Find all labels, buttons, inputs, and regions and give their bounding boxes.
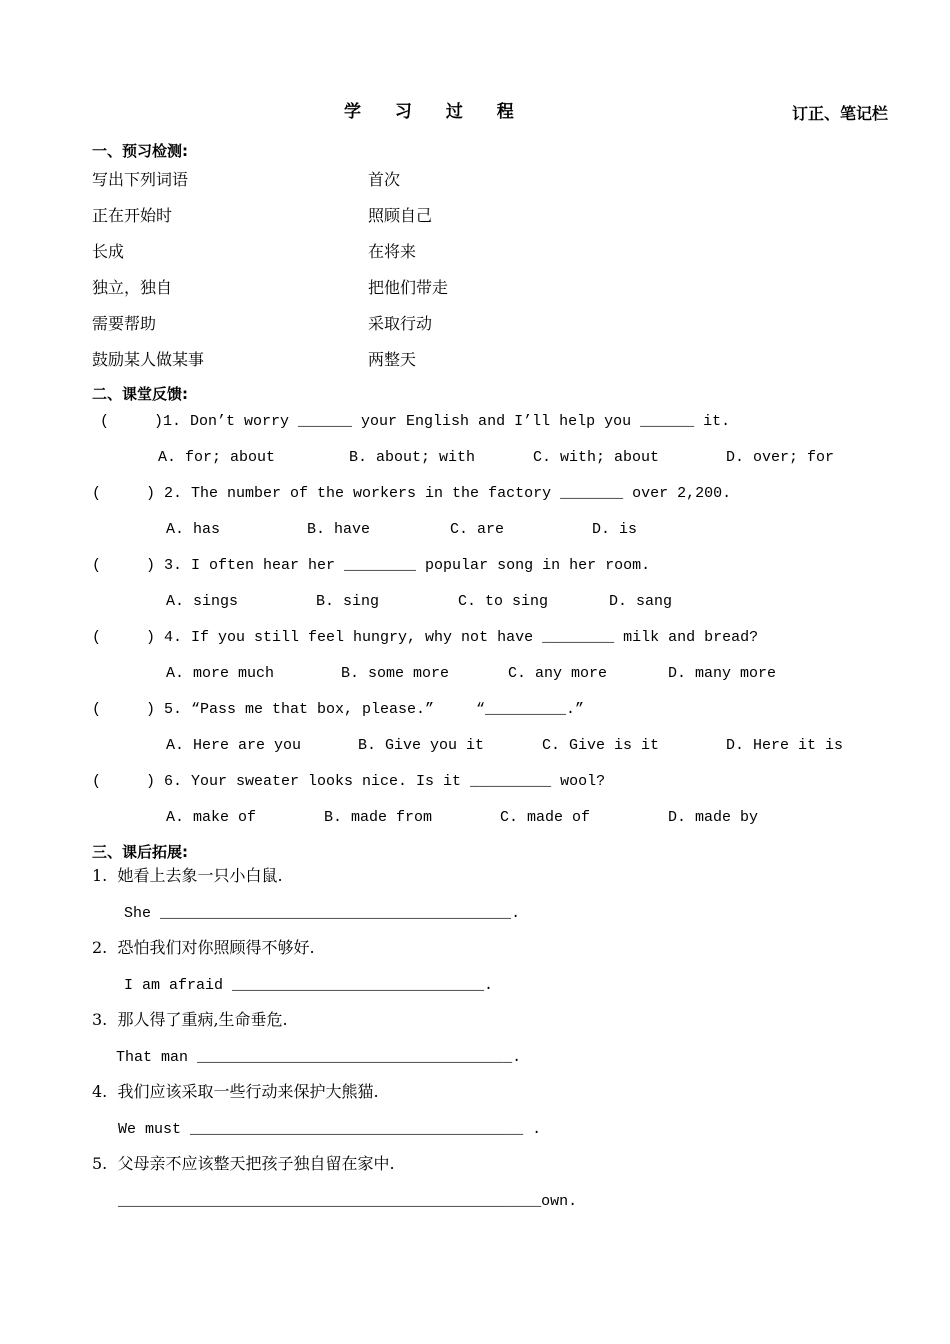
vocab-item: 采取行动: [368, 314, 433, 333]
vocab-item: 照顾自己: [368, 206, 433, 225]
vocab-item: 独立，独自: [92, 278, 173, 297]
option-d: D. over; for: [726, 449, 835, 466]
question-stem: ( ) 4. If you still feel hungry, why not have ________ milk and bread?: [92, 629, 759, 646]
option-d: D. many more: [668, 665, 777, 682]
option-c: C. with; about: [533, 449, 660, 466]
option-a: A. make of: [166, 809, 257, 826]
option-c: C. Give is it: [542, 737, 660, 754]
vocab-item: 把他们带走: [368, 278, 449, 297]
translation-prompt: 5. 父母亲不应该整天把孩子独自留在家中.: [92, 1154, 395, 1173]
vocab-item: 正在开始时: [92, 206, 173, 225]
section1-heading: 一、预习检测:: [92, 142, 188, 160]
vocab-item: 首次: [368, 170, 401, 189]
option-a: A. sings: [166, 593, 239, 610]
answer-blank: “_________.”: [476, 701, 585, 718]
question-stem: ( ) 3. I often hear her ________ popular song in her room.: [92, 557, 651, 574]
option-a: A. Here are you: [166, 737, 302, 754]
option-d: D. made by: [668, 809, 759, 826]
translation-answer-line: We must _____________________________________ .: [118, 1121, 542, 1138]
translation-answer-line: _______________________________________________own.: [118, 1193, 578, 1210]
option-c: C. are: [450, 521, 505, 538]
translation-answer-line: I am afraid ____________________________.: [124, 977, 494, 994]
option-a: A. has: [166, 521, 221, 538]
option-d: D. sang: [609, 593, 673, 610]
translation-prompt: 1. 她看上去象一只小白鼠.: [92, 866, 283, 885]
vocab-item: 需要帮助: [92, 314, 157, 333]
option-d: D. Here it is: [726, 737, 844, 754]
option-b: B. Give you it: [358, 737, 485, 754]
section1-instruction: 写出下列词语: [92, 170, 189, 189]
vocab-item: 鼓励某人做某事: [92, 350, 205, 369]
notes-column-heading: 订正、笔记栏: [792, 104, 889, 123]
option-b: B. have: [307, 521, 371, 538]
option-a: A. for; about: [158, 449, 276, 466]
option-b: B. sing: [316, 593, 380, 610]
translation-prompt: 2. 恐怕我们对你照顾得不够好.: [92, 938, 315, 957]
option-b: B. made from: [324, 809, 433, 826]
question-stem: ( ) 2. The number of the workers in the factory _______ over 2,200.: [92, 485, 732, 502]
option-c: C. any more: [508, 665, 608, 682]
option-b: B. some more: [341, 665, 450, 682]
option-c: C. to sing: [458, 593, 549, 610]
translation-answer-line: That man ___________________________________.: [116, 1049, 522, 1066]
question-stem: ( )1. Don’t worry ______ your English and I’ll help you ______ it.: [100, 413, 731, 430]
vocab-item: 两整天: [368, 350, 417, 369]
translation-prompt: 4. 我们应该采取一些行动来保护大熊猫.: [92, 1082, 379, 1101]
page-title: 学 习 过 程: [344, 102, 528, 122]
option-d: D. is: [592, 521, 638, 538]
vocab-item: 长成: [92, 242, 125, 261]
section2-heading: 二、课堂反馈:: [92, 385, 188, 403]
section3-heading: 三、课后拓展:: [92, 843, 188, 861]
option-a: A. more much: [166, 665, 275, 682]
option-c: C. made of: [500, 809, 591, 826]
translation-answer-line: She _______________________________________.: [124, 905, 521, 922]
vocab-item: 在将来: [368, 242, 417, 261]
translation-prompt: 3. 那人得了重病,生命垂危.: [92, 1010, 288, 1029]
question-stem: ( ) 5. “Pass me that box, please.”: [92, 701, 435, 718]
option-b: B. about; with: [349, 449, 476, 466]
question-stem: ( ) 6. Your sweater looks nice. Is it _________ wool?: [92, 773, 606, 790]
